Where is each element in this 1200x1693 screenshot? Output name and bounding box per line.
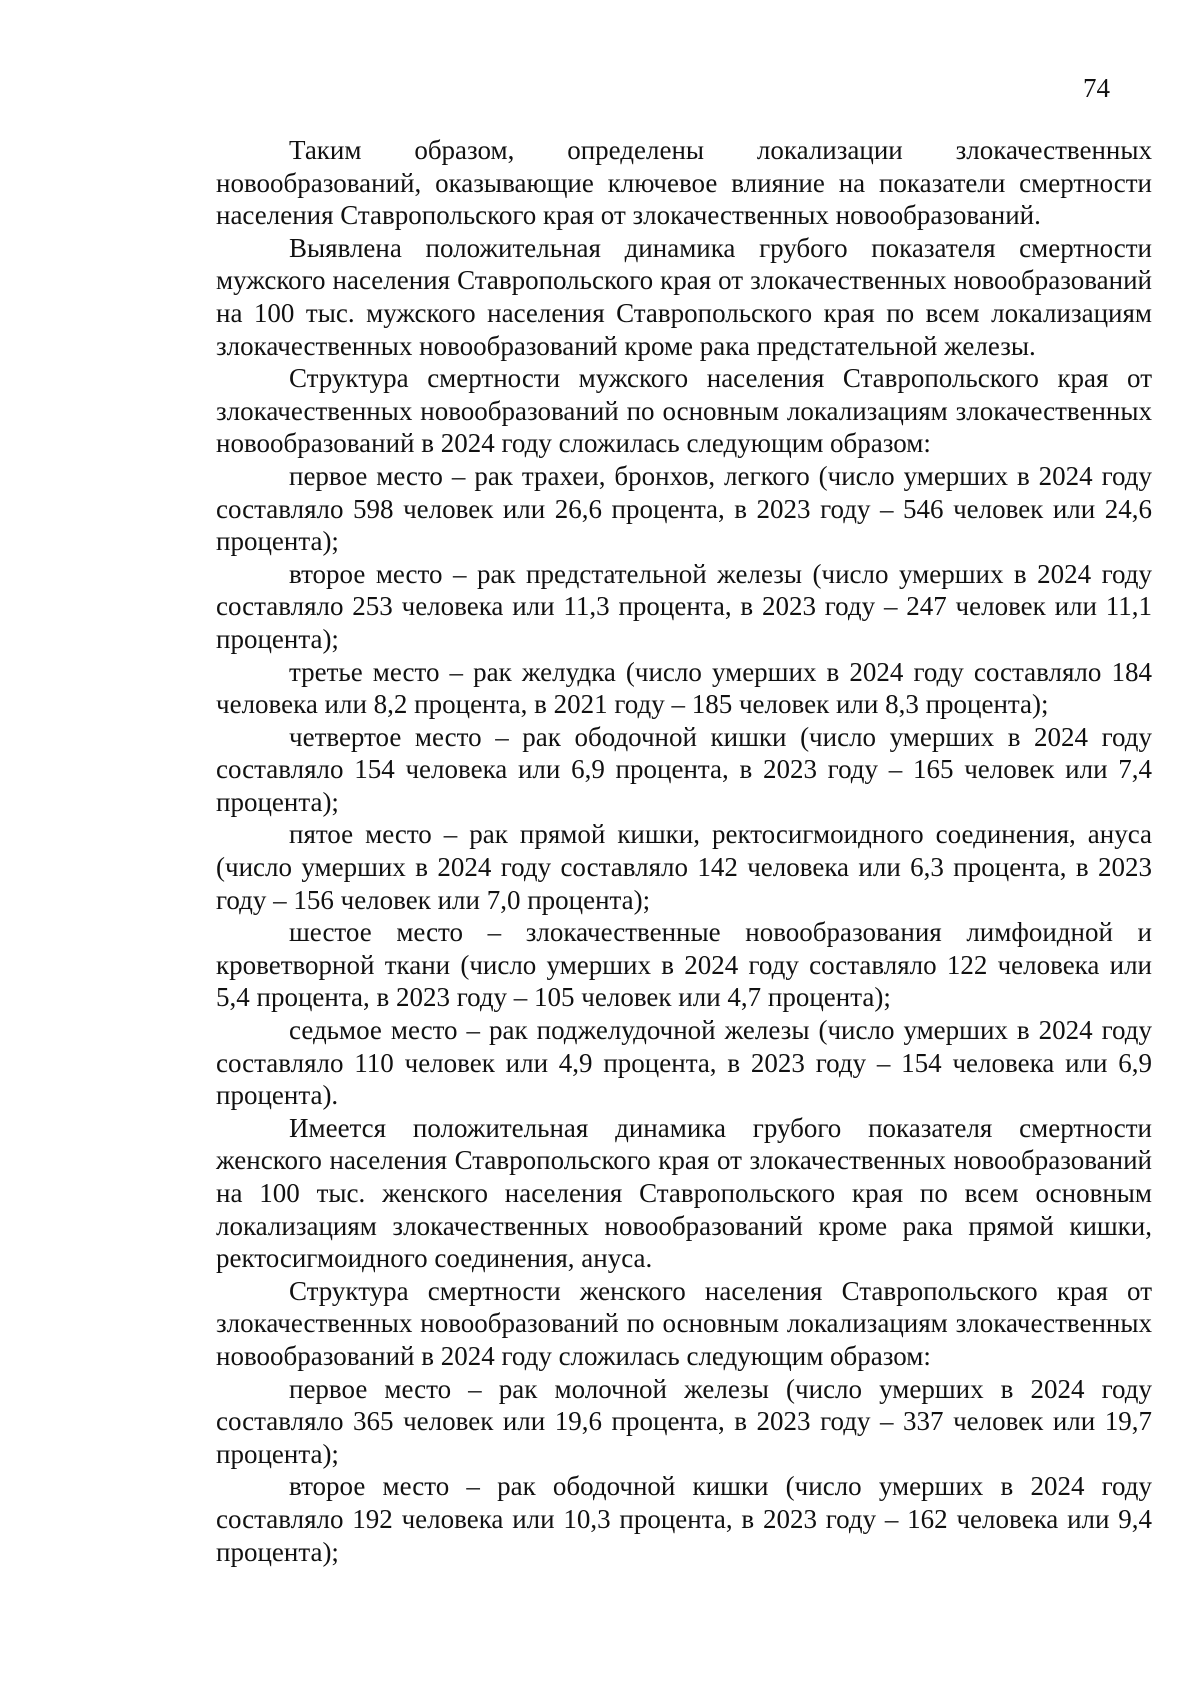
- document-body: [216, 134, 1152, 1568]
- list-item-male-3: третье место – рак желудка (число умерших в 2024 году составляло 184 человека или 8,2 процента, в 2021 году – 185 человек или 8,3 процента);: [216, 656, 1152, 720]
- paragraph-male-structure-intro: Структура смертности мужского населения Ставропольского края от злокачественных новообразований по основным локализациям злокачественных новообразований в 2024 году сложилась следующим образом:: [216, 363, 1152, 459]
- paragraph-male-dynamics: Выявлена положительная динамика грубого показателя смертности мужского населения Ставропольского края от злокачественных новообразований на 100 тыс. мужского населения Ставропольского края по всем локализациям злокачественных новообразований кроме рака предстательной железы.: [216, 232, 1152, 361]
- list-item-female-2: второе место – рак ободочной кишки (число умерших в 2024 году составляло 192 человека или 10,3 процента, в 2023 году – 162 человека или 9,4 процента);: [216, 1471, 1152, 1567]
- list-item-male-1: первое место – рак трахеи, бронхов, легкого (число умерших в 2024 году составляло 598 человек или 26,6 процента, в 2023 году – 546 человек или 24,6 процента);: [216, 460, 1152, 557]
- paragraph-female-structure-intro: Структура смертности женского населения Ставропольского края от злокачественных новообразований по основным локализациям злокачественных новообразований в 2024 году сложилась следующим образом:: [216, 1275, 1152, 1371]
- list-item-female-1: первое место – рак молочной железы (число умерших в 2024 году составляло 365 человек или 19,6 процента, в 2023 году – 337 человек или 19,7 процента);: [216, 1373, 1152, 1469]
- paragraph-female-dynamics: Имеется положительная динамика грубого показателя смертности женского населения Ставропольского края от злокачественных новообразований на 100 тыс. женского населения Ставропольского края по всем основным локализациям злокачественных новообразований кроме рака прямой кишки, ректосигмоидного соединения, ануса.: [216, 1112, 1152, 1274]
- paragraph-conclusion: Таким образом, определены локализации злокачественных новообразований, оказывающие ключевое влияние на показатели смертности населения Ставропольского края от злокачественных новообразований.: [216, 135, 1152, 231]
- page-number: 74: [1083, 73, 1110, 103]
- list-item-male-2: второе место – рак предстательной железы (число умерших в 2024 году составляло 253 человека или 11,3 процента, в 2023 году – 247 человек или 11,1 процента);: [216, 558, 1152, 654]
- list-item-male-7: седьмое место – рак поджелудочной железы (число умерших в 2024 году составляло 110 человек или 4,9 процента, в 2023 году – 154 человека или 6,9 процента).: [216, 1015, 1152, 1111]
- list-item-male-4: четвертое место – рак ободочной кишки (число умерших в 2024 году составляло 154 человека или 6,9 процента, в 2023 году – 165 человек или 7,4 процента);: [216, 721, 1152, 817]
- list-item-male-5: пятое место – рак прямой кишки, ректосигмоидного соединения, ануса (число умерших в 2024 году составляло 142 человека или 6,3 процента, в 2023 году – 156 человек или 7,0 процента);: [216, 819, 1152, 915]
- list-item-male-6: шестое место – злокачественные новообразования лимфоидной и кроветворной ткани (число умерших в 2024 году составляло 122 человека или 5,4 процента, в 2023 году – 105 человек или 4,7 процента);: [216, 917, 1152, 1013]
